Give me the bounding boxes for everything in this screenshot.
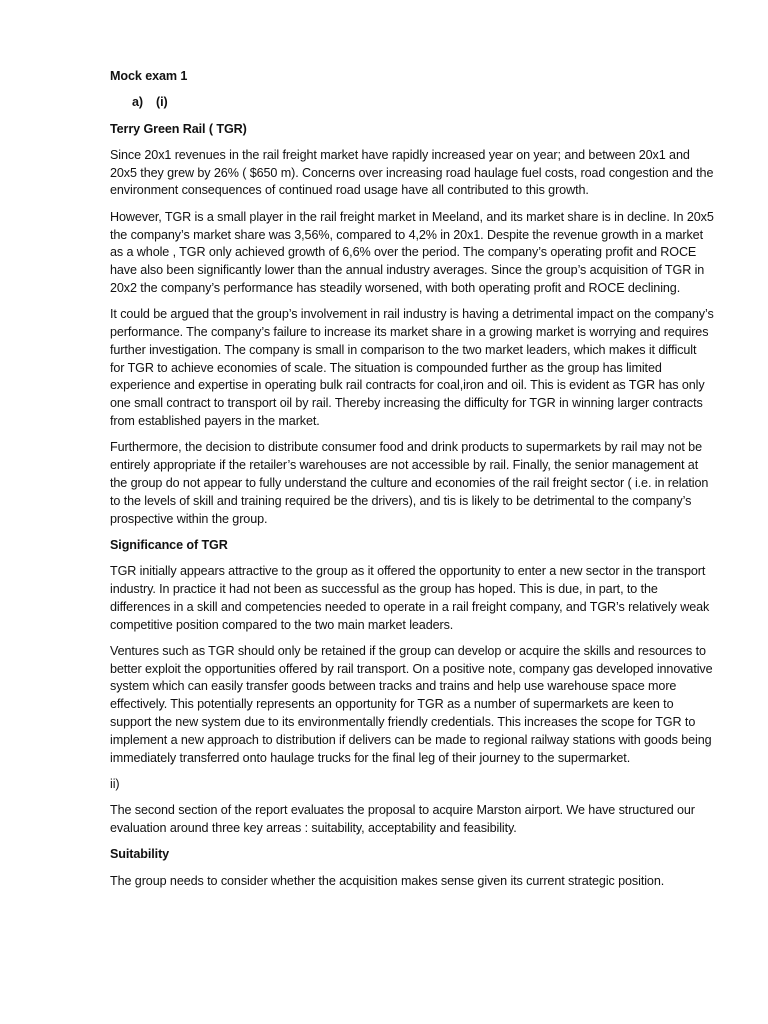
subsection-label-a-i <box>110 94 714 112</box>
paragraph-8: The group needs to consider whether the acquisition makes sense given its current strategic position. <box>110 873 665 888</box>
subsection-label-ii: ii) <box>110 776 120 791</box>
paragraph-2: However, TGR is a small player in the rail freight market in Meeland, and its market share is in decline. In 20x5 the company’s market share was 3,56%, compared to 4,2% in 20x1. Despite the revenue growth in a market as a whole , TGR only achieved growth of 6,6% over the period. The company’s operating profit and ROCE have also been significantly lower than the annual industry averages. Since the group’s acquisition of TGR in 20x2 the company’s performance has steadily worsened, with both operating profit and ROCE declining. <box>110 209 714 295</box>
document-title: Mock exam 1 <box>110 69 188 83</box>
paragraph-4: Furthermore, the decision to distribute consumer food and drink products to supermarkets by rail may not be entirely appropriate if the retailer’s warehouses are not accessible by rail. Finally, the senior management at the group do not appear to fully understand the culture and economies of the rail freight sector ( i.e. in relation to the levels of skill and training required be the drivers), and tis is likely to be detrimental to the company’s prospective within the group. <box>110 440 709 526</box>
subsection-letter: a) <box>132 95 143 110</box>
section-heading-tgr: Terry Green Rail ( TGR) <box>110 121 247 136</box>
section-heading-significance: Significance of TGR <box>110 537 228 552</box>
document-page <box>110 68 714 899</box>
paragraph-7: The second section of the report evaluates the proposal to acquire Marston airport. We have structured our evaluation around three key arreas : suitability, acceptability and feasibility. <box>110 803 695 835</box>
paragraph-1: Since 20x1 revenues in the rail freight market have rapidly increased year on year; and between 20x1 and 20x5 they grew by 26% ( $650 m). Concerns over increasing road haulage fuel costs, road congestion and the environment consequences of continued road usage have all contributed to this growth. <box>110 147 714 198</box>
paragraph-5: TGR initially appears attractive to the group as it offered the opportunity to enter a new sector in the transport industry. In practice it had not been as successful as the group has hoped. This is due, in part, to the differences in a skill and competencies needed to operate in a rail freight company, and TGR’s relatively weak competitive position compared to the two main market leaders. <box>110 564 710 632</box>
subsection-roman: (i) <box>156 95 168 110</box>
paragraph-3: It could be argued that the group’s involvement in rail industry is having a detrimental impact on the company’s performance. The company’s failure to increase its market share in a growing market is worrying and requires further investigation. The company is small in comparison to the two market leaders, which makes it difficult for TGR to achieve economies of scale. The situation is compounded further as the group has limited experience and expertise in operating bulk rail contracts for coal,iron and oil. This is evident as TGR has only one small contract to transport oil by rail. Thereby increasing the difficulty for TGR in winning larger contracts from established payers in the market. <box>110 307 714 429</box>
section-heading-suitability: Suitability <box>110 847 170 862</box>
paragraph-6: Ventures such as TGR should only be retained if the group can develop or acquire the skills and resources to better exploit the opportunities offered by rail transport. On a positive note, company gas developed innovative system which can easily transfer goods between tracks and trains and help use warehouse space more effectively. This potentially represents an opportunity for TGR as a number of supermarkets are keen to support the new system due to its environmentally friendly credentials. This increases the scope for TGR to implement a new approach to distribution if delivers can be made to regional railway stations with goods being immediately transferred onto haulage trucks for the final leg of their journey to the supermarket. <box>110 643 713 765</box>
